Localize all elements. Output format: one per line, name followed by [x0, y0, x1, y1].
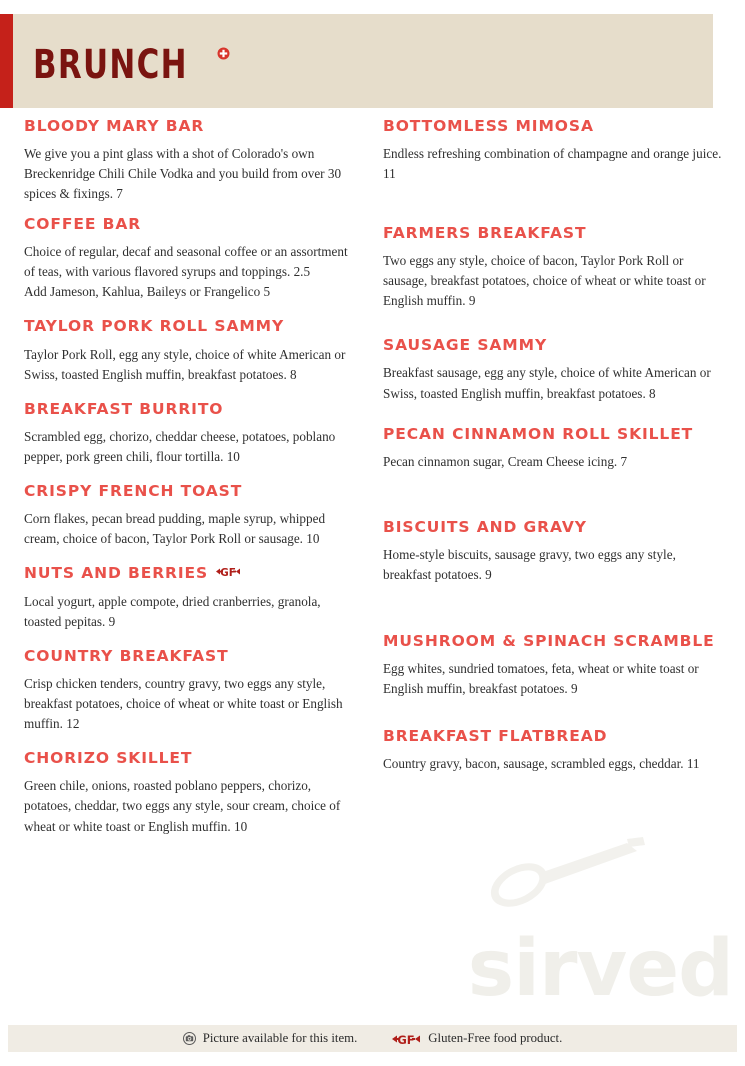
- menu-item-description: Egg whites, sundried tomatoes, feta, wheat or white toast or English muffin, breakfast potatoes. 9: [383, 660, 699, 696]
- menu-item-header: [383, 728, 731, 745]
- menu-item-description: Local yogurt, apple compote, dried cranberries, granola, toasted pepitas. 9: [24, 593, 321, 630]
- menu-item-header: [24, 483, 352, 500]
- menu-item-header: [383, 426, 731, 443]
- menu-item-description: Pecan cinnamon sugar, Cream Cheese icing. 7: [383, 453, 628, 469]
- menu-item-header: [383, 337, 731, 354]
- svg-text:GF: GF: [220, 566, 237, 578]
- menu-item-title: TAYLOR PORK ROLL SAMMY: [24, 317, 285, 336]
- menu-item-header: [383, 225, 731, 242]
- legend-label: Picture available for this item.: [202, 1031, 358, 1045]
- menu-item-title: CRISPY FRENCH TOAST: [24, 481, 243, 500]
- menu-item-description: We give you a pint glass with a shot of Colorado's own Breckenridge Chili Chile Vodka and you build from over 30 spices & fixings. 7: [24, 146, 342, 202]
- menu-item-description: Country gravy, bacon, sausage, scrambled eggs, cheddar. 11: [383, 756, 700, 772]
- menu-item-title: PECAN CINNAMON ROLL SKILLET: [383, 424, 694, 443]
- legend-entry-gluten-free: [391, 1031, 562, 1046]
- menu-item: [383, 118, 731, 184]
- menu-item: [383, 225, 731, 311]
- menu-item-header: [383, 633, 731, 650]
- menu-item-header: [24, 318, 352, 335]
- watermark-text: sirved: [467, 924, 733, 1014]
- menu-item-title: BLOODY MARY BAR: [24, 117, 205, 135]
- menu-item-header: [24, 216, 352, 233]
- menu-item-description: Breakfast sausage, egg any style, choice of white American or Swiss, toasted English muffin, breakfast potatoes. 8: [383, 365, 711, 401]
- menu-item-title: BOTTOMLESS MIMOSA: [383, 117, 594, 135]
- sirved-watermark: [407, 843, 737, 1014]
- menu-item-title: BREAKFAST FLATBREAD: [383, 727, 608, 746]
- spoon-fork-icon: [477, 835, 677, 920]
- menu-item-description: Green chile, onions, roasted poblano peppers, chorizo, potatoes, cheddar, two eggs any style, sour cream, choice of wheat or white toast or English muffin. 10: [24, 778, 341, 834]
- menu-header-band: [0, 14, 713, 108]
- menu-item-description: Scrambled egg, chorizo, cheddar cheese, potatoes, poblano pepper, pork green chili, flour tortilla. 10: [24, 428, 336, 464]
- menu-item: [24, 401, 352, 467]
- menu-item-title: CHORIZO SKILLET: [24, 749, 193, 768]
- menu-item-header: [24, 750, 352, 767]
- legend-footer: [8, 1025, 737, 1052]
- page-title: BRUNCH: [33, 42, 188, 88]
- header-title-group: [33, 42, 230, 88]
- menu-column-left: [0, 118, 374, 847]
- camera-circle-icon: [183, 1032, 196, 1045]
- menu-item: [383, 426, 731, 472]
- menu-item-header: [24, 565, 352, 583]
- menu-item: [383, 728, 731, 774]
- header-accent-bar: [0, 14, 13, 108]
- menu-item: [24, 318, 352, 384]
- plus-circle-icon: [217, 47, 230, 60]
- menu-item-header: [24, 118, 352, 135]
- menu-columns: [0, 118, 745, 847]
- menu-item-description: Crisp chicken tenders, country gravy, two eggs any style, breakfast potatoes, choice of wheat or white toast or English muffin. 12: [24, 676, 343, 732]
- menu-item-title: FARMERS BREAKFAST: [383, 224, 587, 243]
- svg-text:GF: GF: [397, 1032, 415, 1046]
- menu-item: [383, 633, 731, 699]
- menu-item: [24, 565, 352, 632]
- menu-item-description-extra: Add Jameson, Kahlua, Baileys or Frangelico 5: [24, 284, 271, 300]
- menu-item: [383, 337, 731, 403]
- menu-item: [24, 216, 352, 302]
- menu-item: [24, 750, 352, 836]
- menu-column-right: [374, 118, 745, 847]
- menu-item: [24, 483, 352, 549]
- menu-item-title: BISCUITS AND GRAVY: [383, 517, 587, 536]
- legend-label: Gluten-Free food product.: [428, 1031, 563, 1045]
- menu-item-header: [24, 648, 352, 665]
- menu-item-title: BREAKFAST BURRITO: [24, 399, 224, 418]
- menu-item-description: Taylor Pork Roll, egg any style, choice of white American or Swiss, toasted English muffin, breakfast potatoes. 8: [24, 346, 346, 382]
- legend-entry-picture: [183, 1031, 358, 1046]
- menu-item-title: SAUSAGE SAMMY: [383, 336, 548, 355]
- menu-item-title: NUTS AND BERRIES: [24, 564, 209, 583]
- menu-item-header: [383, 519, 731, 536]
- menu-item: [383, 519, 731, 585]
- menu-item-description: Choice of regular, decaf and seasonal coffee or an assortment of teas, with various flavored syrups and toppings. 2.5: [24, 244, 348, 280]
- menu-item-title: COUNTRY BREAKFAST: [24, 647, 229, 666]
- menu-item-description: Corn flakes, pecan bread pudding, maple syrup, whipped cream, choice of bacon, Taylor Pork Roll or sausage. 10: [24, 510, 326, 546]
- menu-item-description: Home-style biscuits, sausage gravy, two eggs any style, breakfast potatoes. 9: [383, 546, 676, 582]
- menu-item-title: MUSHROOM & SPINACH SCRAMBLE: [383, 631, 715, 650]
- menu-item-header: [383, 118, 731, 135]
- menu-item-description: Endless refreshing combination of champagne and orange juice. 11: [383, 146, 722, 182]
- menu-item: [24, 648, 352, 734]
- menu-item-header: [24, 401, 352, 418]
- menu-item: [24, 118, 352, 204]
- gluten-free-icon: [391, 1032, 421, 1046]
- menu-item-title: COFFEE BAR: [24, 215, 142, 234]
- menu-item-description: Two eggs any style, choice of bacon, Taylor Pork Roll or sausage, breakfast potatoes, choice of wheat or white toast or English muffin. 9: [383, 253, 706, 309]
- gluten-free-icon: [215, 565, 241, 583]
